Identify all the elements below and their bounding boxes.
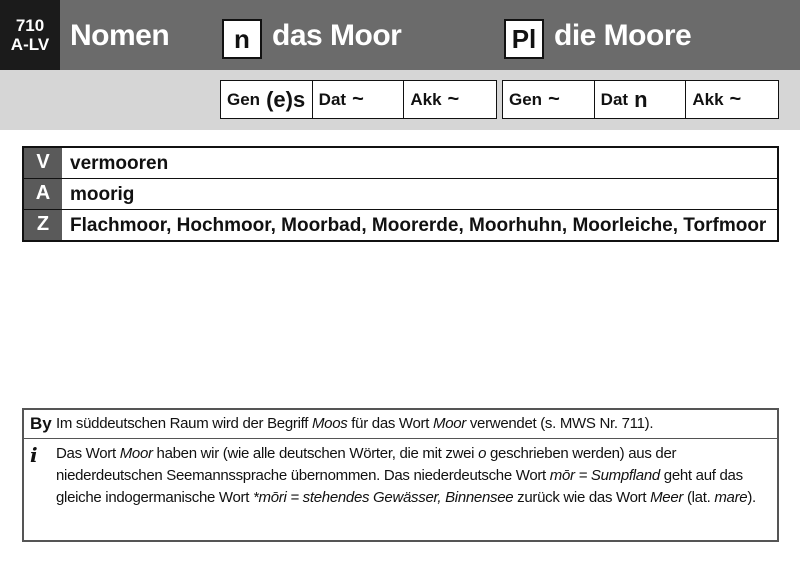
card-number: 710 bbox=[15, 16, 45, 35]
derivation-text: vermooren bbox=[70, 153, 169, 174]
case-genitive-plural: Gen ~ bbox=[503, 81, 595, 118]
plural-cases bbox=[502, 80, 779, 119]
note-info-text: Das Wort Moor haben wir (wie alle deutschen Wörter, die mit zwei o geschrieben werden) aus der niederdeutschen Seemannssprache übernommen. Das niederdeutsche Wort mōr = Sumpfland geht auf das gleiche indogermanische Wort *mōri = stehendes Gewässer, Binnensee zurück wie das Wort Meer (lat. mare). bbox=[56, 445, 756, 506]
derivation-label: Z bbox=[24, 210, 62, 240]
case-dative-singular: Dat ~ bbox=[313, 81, 405, 118]
derivation-label: V bbox=[24, 148, 62, 178]
derivation-text: moorig bbox=[70, 184, 135, 205]
word-class: Nomen bbox=[70, 19, 170, 52]
singular-word: das Moor bbox=[272, 19, 402, 52]
note-bavarian bbox=[24, 410, 777, 439]
singular-cases bbox=[220, 80, 497, 119]
derivation-row-compounds bbox=[24, 210, 777, 240]
card-code: A-LV bbox=[10, 35, 50, 54]
plural-word: die Moore bbox=[554, 19, 692, 52]
info-icon: i bbox=[30, 443, 38, 467]
case-accusative-plural: Akk ~ bbox=[692, 88, 742, 110]
note-bavarian-label: By bbox=[30, 414, 52, 433]
derivation-label: A bbox=[24, 179, 62, 209]
gender-marker: n bbox=[222, 19, 262, 59]
case-accusative-singular: Akk ~ bbox=[410, 88, 460, 110]
card-id bbox=[0, 0, 60, 70]
plural-marker: Pl bbox=[504, 19, 544, 59]
note-info bbox=[24, 439, 777, 509]
case-dative-plural: Dat n bbox=[595, 81, 687, 118]
note-bavarian-text: Im süddeutschen Raum wird der Begriff Moos für das Wort Moor verwendet (s. MWS Nr. 711). bbox=[56, 415, 654, 432]
derivation-row-verb bbox=[24, 148, 777, 179]
derivation-row-adjective bbox=[24, 179, 777, 210]
derivation-text: Flachmoor, Hochmoor, Moorbad, Moorerde, Moorhuhn, Moorleiche, Torfmoor bbox=[70, 215, 767, 236]
notes-box bbox=[22, 408, 779, 542]
case-genitive-singular: Gen (e)s bbox=[221, 81, 313, 118]
derivations-table bbox=[22, 146, 779, 242]
